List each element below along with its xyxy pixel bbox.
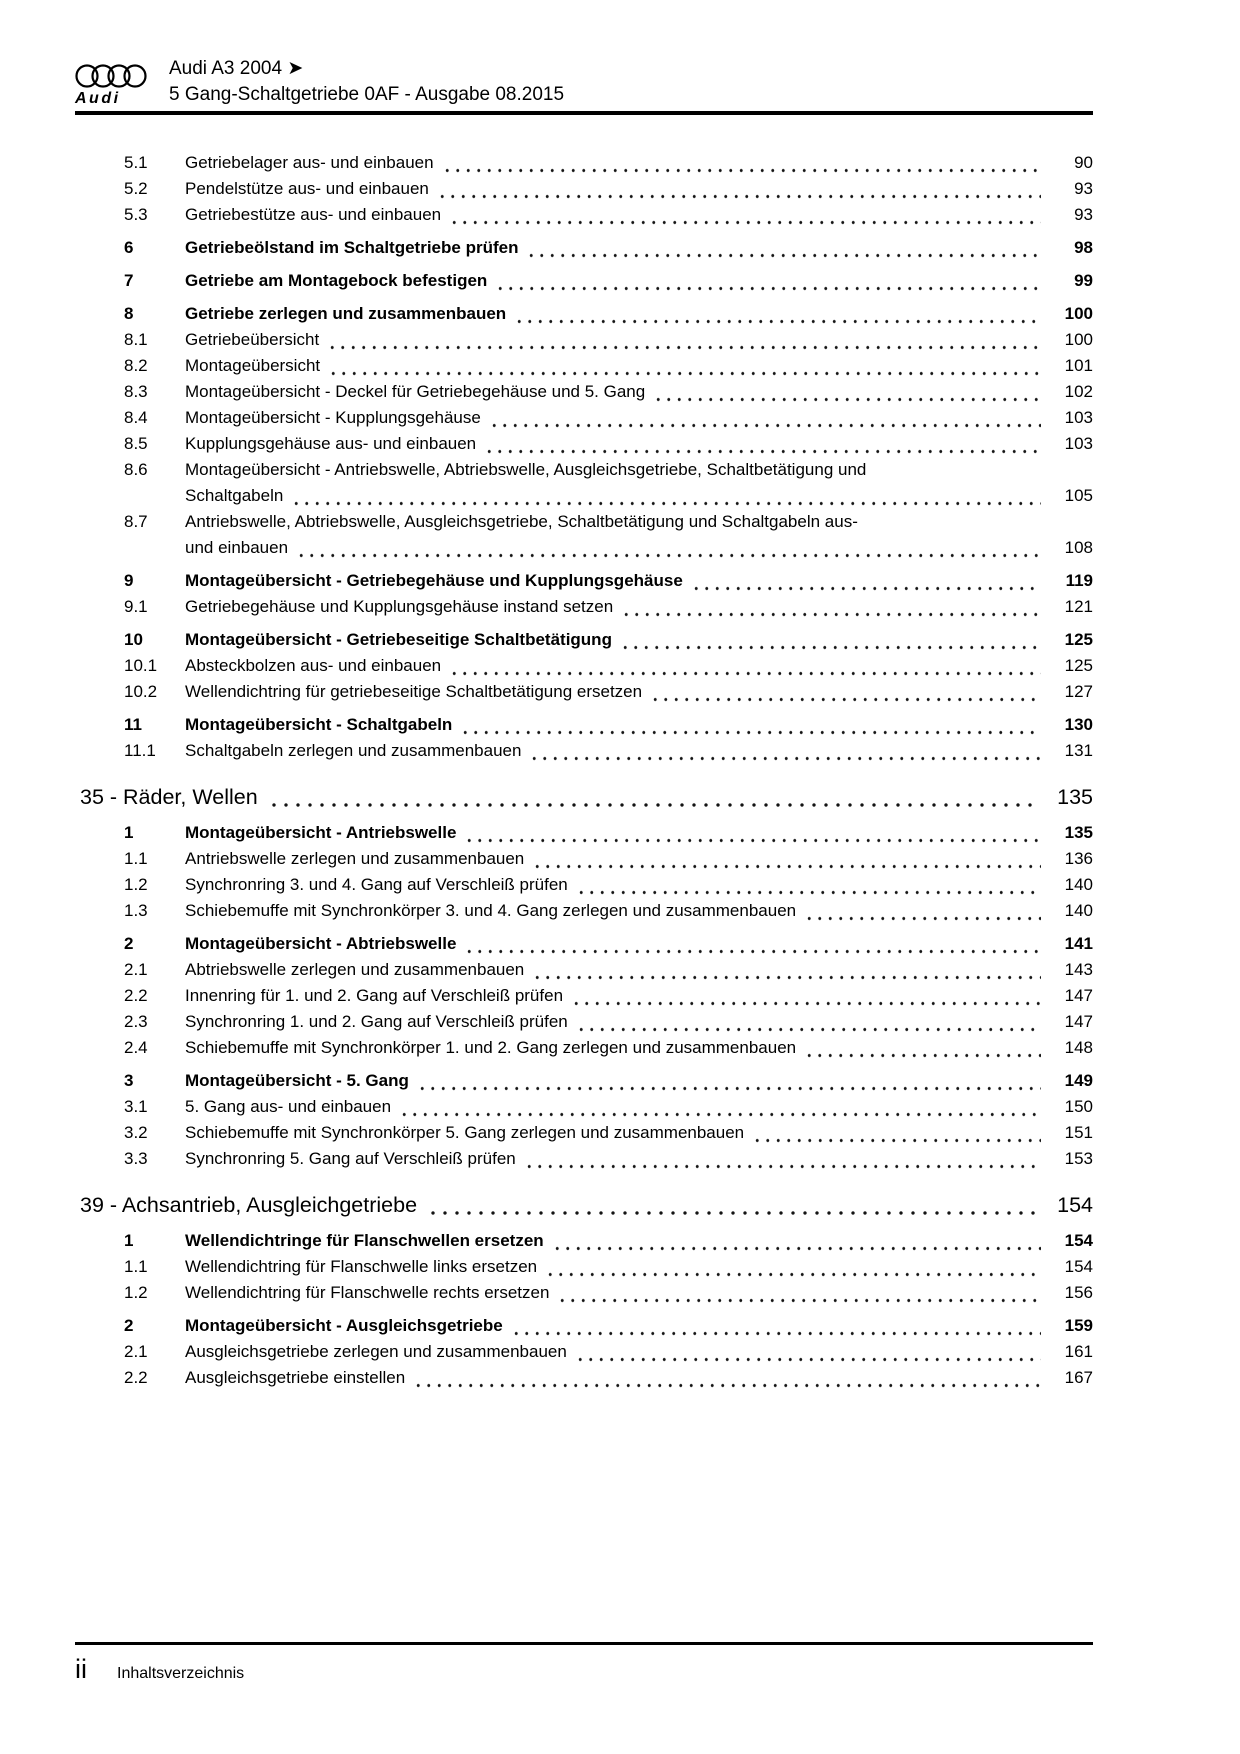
entry-number: 1.1 <box>124 849 148 868</box>
entry-number: 9 <box>124 571 134 590</box>
chapter-title: 39 - Achsantrieb, Ausgleichgetriebe <box>80 1193 418 1217</box>
toc-entry-row <box>124 653 1093 679</box>
entry-title: Wellendichtring für getriebeseitige Schaltbetätigung ersetzen <box>185 682 643 701</box>
entry-title: Antriebswelle zerlegen und zusammenbauen <box>185 849 525 868</box>
entry-page-number: 154 <box>1064 1231 1093 1250</box>
entry-page-number: 108 <box>1064 538 1093 557</box>
entry-page-number: 98 <box>1074 238 1093 257</box>
entry-title: Absteckbolzen aus- und einbauen <box>185 656 442 675</box>
entry-title: Getriebelager aus- und einbauen <box>185 153 434 172</box>
entry-title: Getriebe zerlegen und zusammenbauen <box>185 304 507 323</box>
toc-entry-row <box>124 627 1093 653</box>
entry-page-number: 99 <box>1074 271 1093 290</box>
entry-title: Montageübersicht - 5. Gang <box>185 1071 409 1090</box>
entry-number: 2.3 <box>124 1012 148 1031</box>
entry-page-number: 90 <box>1074 153 1093 172</box>
toc-entry-row <box>124 568 1093 594</box>
toc <box>75 150 1093 1391</box>
entry-title-continued: Schaltgabeln <box>185 486 284 505</box>
dot-leader <box>653 379 1041 405</box>
entry-page-number: 130 <box>1064 715 1093 734</box>
entry-number: 2.1 <box>124 960 148 979</box>
entry-title: Innenring für 1. und 2. Gang auf Verschleiß prüfen <box>185 986 564 1005</box>
entry-page-number: 93 <box>1074 179 1093 198</box>
dot-leader <box>327 327 1041 353</box>
toc-entry-row <box>124 1009 1093 1035</box>
toc-entry-row <box>124 235 1093 261</box>
toc-entry-row <box>124 1313 1093 1339</box>
chapter-title: 35 - Räder, Wellen <box>80 785 258 809</box>
entry-number: 11 <box>124 715 142 734</box>
entry-number: 2.1 <box>124 1342 148 1361</box>
entry-title: Synchronring 3. und 4. Gang auf Verschleiß prüfen <box>185 875 568 894</box>
dot-leader <box>427 1190 1039 1220</box>
toc-entry-row <box>124 1146 1093 1172</box>
entry-page-number: 136 <box>1064 849 1093 868</box>
dot-leader <box>752 1120 1041 1146</box>
entry-number: 1.1 <box>124 1257 148 1276</box>
entry-title: Montageübersicht - Ausgleichsgetriebe <box>185 1316 503 1335</box>
toc-entry-row <box>124 712 1093 738</box>
dot-leader <box>575 1339 1041 1365</box>
entry-number: 3.2 <box>124 1123 148 1142</box>
entry-page-number: 102 <box>1064 382 1093 401</box>
entry-title: Montageübersicht - Abtriebswelle <box>185 934 457 953</box>
entry-page-number: 150 <box>1064 1097 1093 1116</box>
toc-entry-row <box>124 176 1093 202</box>
entry-page-number: 151 <box>1064 1123 1093 1142</box>
dot-leader <box>576 1009 1041 1035</box>
entry-title: Schiebemuffe mit Synchronkörper 3. und 4. Gang zerlegen und zusammenbauen <box>185 901 797 920</box>
entry-title: Abtriebswelle zerlegen und zusammenbauen <box>185 960 525 979</box>
entry-number: 2 <box>124 934 134 953</box>
toc-entry-row <box>124 431 1093 457</box>
entry-title: Schaltgabeln zerlegen und zusammenbauen <box>185 741 522 760</box>
entry-number: 9.1 <box>124 597 148 616</box>
entry-page-number: 125 <box>1064 630 1093 649</box>
entry-number: 10.2 <box>124 682 158 701</box>
entry-title: Montageübersicht - Kupplungsgehäuse <box>185 408 481 427</box>
dot-leader <box>526 235 1041 261</box>
dot-leader <box>296 535 1041 561</box>
entry-page-number: 161 <box>1064 1342 1093 1361</box>
dot-leader <box>449 202 1041 228</box>
dot-leader <box>328 353 1041 379</box>
entry-title-continued: und einbauen <box>185 538 289 557</box>
entry-title: Getriebestütze aus- und einbauen <box>185 205 442 224</box>
dot-leader <box>620 627 1041 653</box>
entry-number: 1.3 <box>124 901 148 920</box>
entry-number: 10.1 <box>124 656 158 675</box>
entry-page-number: 103 <box>1064 434 1093 453</box>
entry-number: 2.4 <box>124 1038 148 1057</box>
entry-page-number: 121 <box>1064 597 1093 616</box>
toc-entry-row <box>124 353 1093 379</box>
toc-entry-row <box>124 268 1093 294</box>
entry-title: Wellendichtringe für Flanschwellen ersetzen <box>185 1231 544 1250</box>
entry-page-number: 101 <box>1064 356 1093 375</box>
page-footer <box>75 1642 1093 1684</box>
entry-number: 3.1 <box>124 1097 148 1116</box>
toc-entry-row <box>124 1254 1093 1280</box>
entry-page-number: 93 <box>1074 205 1093 224</box>
dot-leader <box>464 931 1041 957</box>
entry-page-number: 127 <box>1064 682 1093 701</box>
entry-page-number: 140 <box>1064 901 1093 920</box>
entry-page-number: 103 <box>1064 408 1093 427</box>
toc-entry-row <box>124 457 1093 509</box>
dot-leader <box>291 483 1041 509</box>
toc-entry-row <box>124 679 1093 705</box>
entry-number: 10 <box>124 630 143 649</box>
toc-entry-row <box>124 872 1093 898</box>
entry-page-number: 100 <box>1064 304 1093 323</box>
entry-title: Montageübersicht <box>185 356 321 375</box>
dot-leader <box>804 1035 1041 1061</box>
entry-page-number: 167 <box>1064 1368 1093 1387</box>
dot-leader <box>268 782 1039 812</box>
entry-title: Montageübersicht - Schaltgabeln <box>185 715 453 734</box>
dot-leader <box>514 301 1041 327</box>
dot-leader <box>529 738 1041 764</box>
entry-page-number: 154 <box>1064 1257 1093 1276</box>
toc-entry-row <box>124 379 1093 405</box>
entry-number: 6 <box>124 238 134 257</box>
entry-number: 2 <box>124 1316 134 1335</box>
toc-entry-row <box>124 301 1093 327</box>
dot-leader <box>576 872 1041 898</box>
dot-leader <box>691 568 1041 594</box>
entry-title: Montageübersicht - Getriebeseitige Schaltbetätigung <box>185 630 612 649</box>
toc-entry-row <box>124 931 1093 957</box>
entry-title: Montageübersicht - Antriebswelle, Abtriebswelle, Ausgleichsgetriebe, Schaltbetätigung und <box>185 460 867 479</box>
entry-title: Synchronring 5. Gang auf Verschleiß prüfen <box>185 1149 516 1168</box>
entry-page-number: 119 <box>1065 571 1093 590</box>
dot-leader <box>449 653 1041 679</box>
toc-entry-row <box>124 983 1093 1009</box>
entry-number: 8.4 <box>124 408 148 427</box>
toc-entry-row <box>124 1365 1093 1391</box>
entry-number: 8.5 <box>124 434 148 453</box>
entry-page-number: 125 <box>1064 656 1093 675</box>
entry-number: 1 <box>124 1231 134 1250</box>
dot-leader <box>437 176 1041 202</box>
footer-page-number: ii <box>75 1654 87 1684</box>
toc-entry-row <box>124 594 1093 620</box>
toc-chapter-row <box>80 782 1093 812</box>
entry-title: 5. Gang aus- und einbauen <box>185 1097 392 1116</box>
entry-page-number: 147 <box>1064 1012 1093 1031</box>
dot-leader <box>484 431 1041 457</box>
toc-chapter-row <box>80 1190 1093 1220</box>
dot-leader <box>621 594 1041 620</box>
entry-page-number: 159 <box>1064 1316 1093 1335</box>
entry-number: 7 <box>124 271 134 290</box>
dot-leader <box>650 679 1041 705</box>
dot-leader <box>442 150 1041 176</box>
dot-leader <box>532 846 1041 872</box>
entry-number: 2.2 <box>124 1368 148 1387</box>
entry-number: 5.3 <box>124 205 148 224</box>
entry-number: 1.2 <box>124 1283 148 1302</box>
entry-number: 5.1 <box>124 153 148 172</box>
entry-number: 3 <box>124 1071 134 1090</box>
toc-entry-row <box>124 738 1093 764</box>
entry-page-number: 135 <box>1064 823 1093 842</box>
toc-entry-row <box>124 1280 1093 1306</box>
page-header <box>75 56 1093 115</box>
entry-title: Wellendichtring für Flanschwelle rechts ersetzen <box>185 1283 550 1302</box>
dot-leader <box>460 712 1041 738</box>
entry-number: 8.7 <box>124 512 148 531</box>
entry-number: 1 <box>124 823 134 842</box>
dot-leader <box>489 405 1041 431</box>
dot-leader <box>495 268 1041 294</box>
entry-page-number: 131 <box>1064 741 1093 760</box>
dot-leader <box>532 957 1041 983</box>
header-model-line: Audi A3 2004 ➤ <box>169 58 304 79</box>
entry-title: Montageübersicht - Getriebegehäuse und Kupplungsgehäuse <box>185 571 683 590</box>
entry-page-number: 143 <box>1064 960 1093 979</box>
entry-title: Synchronring 1. und 2. Gang auf Verschleiß prüfen <box>185 1012 568 1031</box>
dot-leader <box>804 898 1041 924</box>
audi-wordmark: Audi <box>75 90 121 107</box>
entry-title: Getriebeölstand im Schaltgetriebe prüfen <box>185 238 519 257</box>
entry-number: 8.6 <box>124 460 148 479</box>
chapter-page-number: 135 <box>1057 785 1093 809</box>
entry-page-number: 100 <box>1064 330 1093 349</box>
dot-leader <box>552 1228 1041 1254</box>
entry-number: 1.2 <box>124 875 148 894</box>
toc-entry-row <box>124 1120 1093 1146</box>
toc-entry-row <box>124 957 1093 983</box>
entry-page-number: 105 <box>1064 486 1093 505</box>
toc-entry-row <box>124 1339 1093 1365</box>
dot-leader <box>417 1068 1041 1094</box>
header-title-block <box>169 56 564 108</box>
dot-leader <box>571 983 1041 1009</box>
dot-leader <box>399 1094 1041 1120</box>
entry-page-number: 148 <box>1064 1038 1093 1057</box>
entry-title: Schiebemuffe mit Synchronkörper 5. Gang zerlegen und zusammenbauen <box>185 1123 745 1142</box>
entry-number: 2.2 <box>124 986 148 1005</box>
entry-title: Pendelstütze aus- und einbauen <box>185 179 429 198</box>
toc-entry-row <box>124 898 1093 924</box>
entry-title: Wellendichtring für Flanschwelle links ersetzen <box>185 1257 538 1276</box>
entry-page-number: 149 <box>1064 1071 1093 1090</box>
toc-entry-row <box>124 509 1093 561</box>
toc-entry-row <box>124 1035 1093 1061</box>
entry-title: Montageübersicht - Deckel für Getriebegehäuse und 5. Gang <box>185 382 646 401</box>
header-divider <box>75 111 1093 115</box>
toc-entry-row <box>124 405 1093 431</box>
entry-number: 5.2 <box>124 179 148 198</box>
dot-leader <box>413 1365 1041 1391</box>
dot-leader <box>511 1313 1041 1339</box>
entry-title: Kupplungsgehäuse aus- und einbauen <box>185 434 477 453</box>
entry-title: Ausgleichsgetriebe einstellen <box>185 1368 406 1387</box>
entry-number: 8.3 <box>124 382 148 401</box>
entry-title: Schiebemuffe mit Synchronkörper 1. und 2. Gang zerlegen und zusammenbauen <box>185 1038 797 1057</box>
entry-page-number: 140 <box>1064 875 1093 894</box>
dot-leader <box>545 1254 1041 1280</box>
entry-page-number: 156 <box>1064 1283 1093 1302</box>
header-doc-line: 5 Gang-Schaltgetriebe 0AF - Ausgabe 08.2015 <box>169 84 565 105</box>
entry-page-number: 141 <box>1064 934 1093 953</box>
entry-title: Antriebswelle, Abtriebswelle, Ausgleichsgetriebe, Schaltbetätigung und Schaltgabeln aus- <box>185 512 858 531</box>
toc-entry-row <box>124 1068 1093 1094</box>
toc-entry-row <box>124 846 1093 872</box>
entry-page-number: 153 <box>1064 1149 1093 1168</box>
entry-title: Montageübersicht - Antriebswelle <box>185 823 457 842</box>
toc-entry-row <box>124 202 1093 228</box>
dot-leader <box>524 1146 1041 1172</box>
entry-number: 3.3 <box>124 1149 148 1168</box>
entry-title: Getriebeübersicht <box>185 330 320 349</box>
chapter-page-number: 154 <box>1057 1193 1093 1217</box>
entry-number: 11.1 <box>124 741 156 760</box>
toc-entry-row <box>124 1228 1093 1254</box>
entry-page-number: 147 <box>1064 986 1093 1005</box>
entry-number: 8.1 <box>124 330 148 349</box>
audi-rings-icon <box>75 63 153 90</box>
dot-leader <box>464 820 1041 846</box>
toc-entry-row <box>124 327 1093 353</box>
audi-logo <box>75 63 153 108</box>
toc-entry-row <box>124 820 1093 846</box>
toc-entry-row <box>124 1094 1093 1120</box>
dot-leader <box>557 1280 1041 1306</box>
entry-title: Getriebegehäuse und Kupplungsgehäuse instand setzen <box>185 597 614 616</box>
footer-label: Inhaltsverzeichnis <box>117 1665 245 1682</box>
entry-number: 8.2 <box>124 356 148 375</box>
entry-title: Ausgleichsgetriebe zerlegen und zusammenbauen <box>185 1342 567 1361</box>
toc-entry-row <box>124 150 1093 176</box>
entry-title: Getriebe am Montagebock befestigen <box>185 271 488 290</box>
entry-number: 8 <box>124 304 134 323</box>
